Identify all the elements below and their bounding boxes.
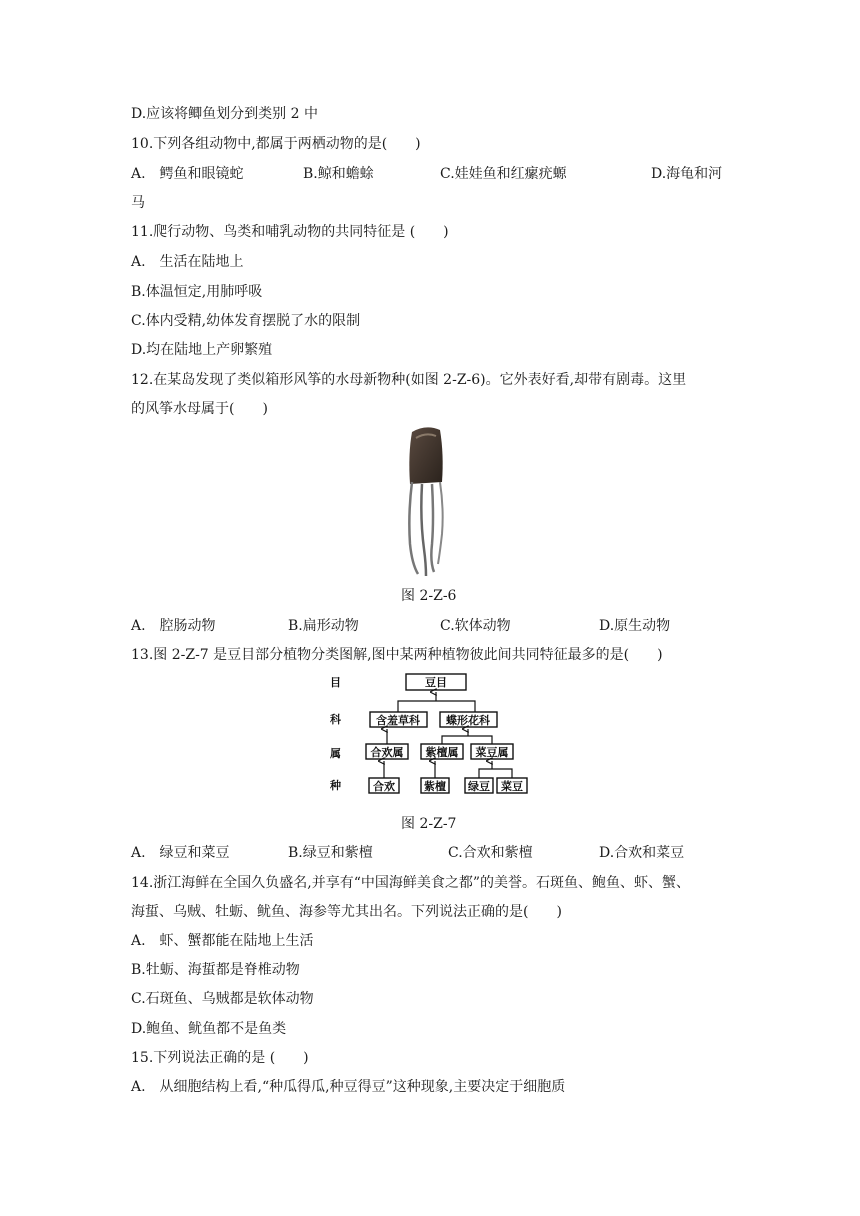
q12-stem-line1: 12.在某岛发现了类似箱形风筝的水母新物种(如图 2-Z-6)。它外表好看,却带有剧毒。这里 [131,372,687,388]
q13-option-c: C.合欢和紫檀 [448,845,533,861]
family-name-mimosaceae: 含羞草科 [376,714,420,727]
q14-option-a: A. 虾、蟹都能在陆地上生活 [131,933,314,949]
box-jellyfish-image [396,424,460,578]
species-name-mung-bean: 绿豆 [468,780,490,793]
genus-name-phaseolus: 菜豆属 [475,746,509,759]
q9-option-d: D.应该将鲫鱼划分到类别 2 中 [131,106,318,122]
genus-name-pterocarpus: 紫檀属 [425,746,459,759]
q12-option-c: C.软体动物 [440,618,511,634]
q13-stem: 13.图 2-Z-7 是豆目部分植物分类图解,图中某两种植物彼此间共同特征最多的是( ) [131,647,663,663]
q13-option-b: B.绿豆和紫檀 [288,845,373,861]
q14-option-d: D.鲍鱼、鱿鱼都不是鱼类 [131,1021,287,1037]
level-genus-label: 属 [330,747,341,760]
q14-option-c: C.石斑鱼、乌贼都是软体动物 [131,991,314,1007]
figure-caption-2z7: 图 2-Z-7 [401,816,457,832]
q12-stem-line2: 的风筝水母属于( ) [131,401,268,417]
legume-classification-diagram [325,668,530,798]
q15-stem: 15.下列说法正确的是 ( ) [131,1050,309,1066]
order-name: 豆目 [425,676,447,689]
q14-option-b: B.牡蛎、海蜇都是脊椎动物 [131,962,300,978]
level-order-label: 目 [330,676,341,689]
family-name-papilionaceae: 蝶形花科 [446,714,490,727]
q15-option-a: A. 从细胞结构上看,“种瓜得瓜,种豆得豆”这种现象,主要决定于细胞质 [131,1079,566,1095]
q11-option-b: B.体温恒定,用肺呼吸 [131,284,263,300]
q12-option-b: B.扁形动物 [288,618,359,634]
q12-option-a: A. 腔肠动物 [131,618,216,634]
species-name-albizia: 合欢 [373,780,395,793]
q10-stem: 10.下列各组动物中,都属于两栖动物的是( ) [131,136,421,152]
figure-caption-2z6: 图 2-Z-6 [401,588,457,604]
q11-option-d: D.均在陆地上产卵繁殖 [131,342,273,358]
q10-option-b: B.鲸和蟾蜍 [303,166,374,182]
q11-stem: 11.爬行动物、鸟类和哺乳动物的共同特征是 ( ) [131,224,449,240]
q10-option-a: A. 鳄鱼和眼镜蛇 [131,166,244,182]
q14-stem-line2: 海蜇、乌贼、牡蛎、鱿鱼、海参等尤其出名。下列说法正确的是( ) [131,904,562,920]
q14-stem-line1: 14.浙江海鲜在全国久负盛名,并享有“中国海鲜美食之都”的美誉。石斑鱼、鲍鱼、虾、蟹、 [131,875,691,891]
genus-name-albizia: 合欢属 [370,746,404,759]
q10-option-d-continued: 马 [131,195,145,211]
q12-option-d: D.原生动物 [599,618,671,634]
species-name-pterocarpus: 紫檀 [424,780,446,793]
q10-option-c: C.娃娃鱼和红瘰疣螈 [440,166,567,182]
species-name-kidney-bean: 菜豆 [501,780,523,793]
q11-option-c: C.体内受精,幼体发育摆脱了水的限制 [131,313,361,329]
q13-option-a: A. 绿豆和菜豆 [131,845,230,861]
level-family-label: 科 [330,713,341,726]
level-species-label: 种 [330,779,341,792]
q10-option-d: D.海龟和河 [651,166,723,182]
q13-option-d: D.合欢和菜豆 [599,845,685,861]
q11-option-a: A. 生活在陆地上 [131,254,244,270]
